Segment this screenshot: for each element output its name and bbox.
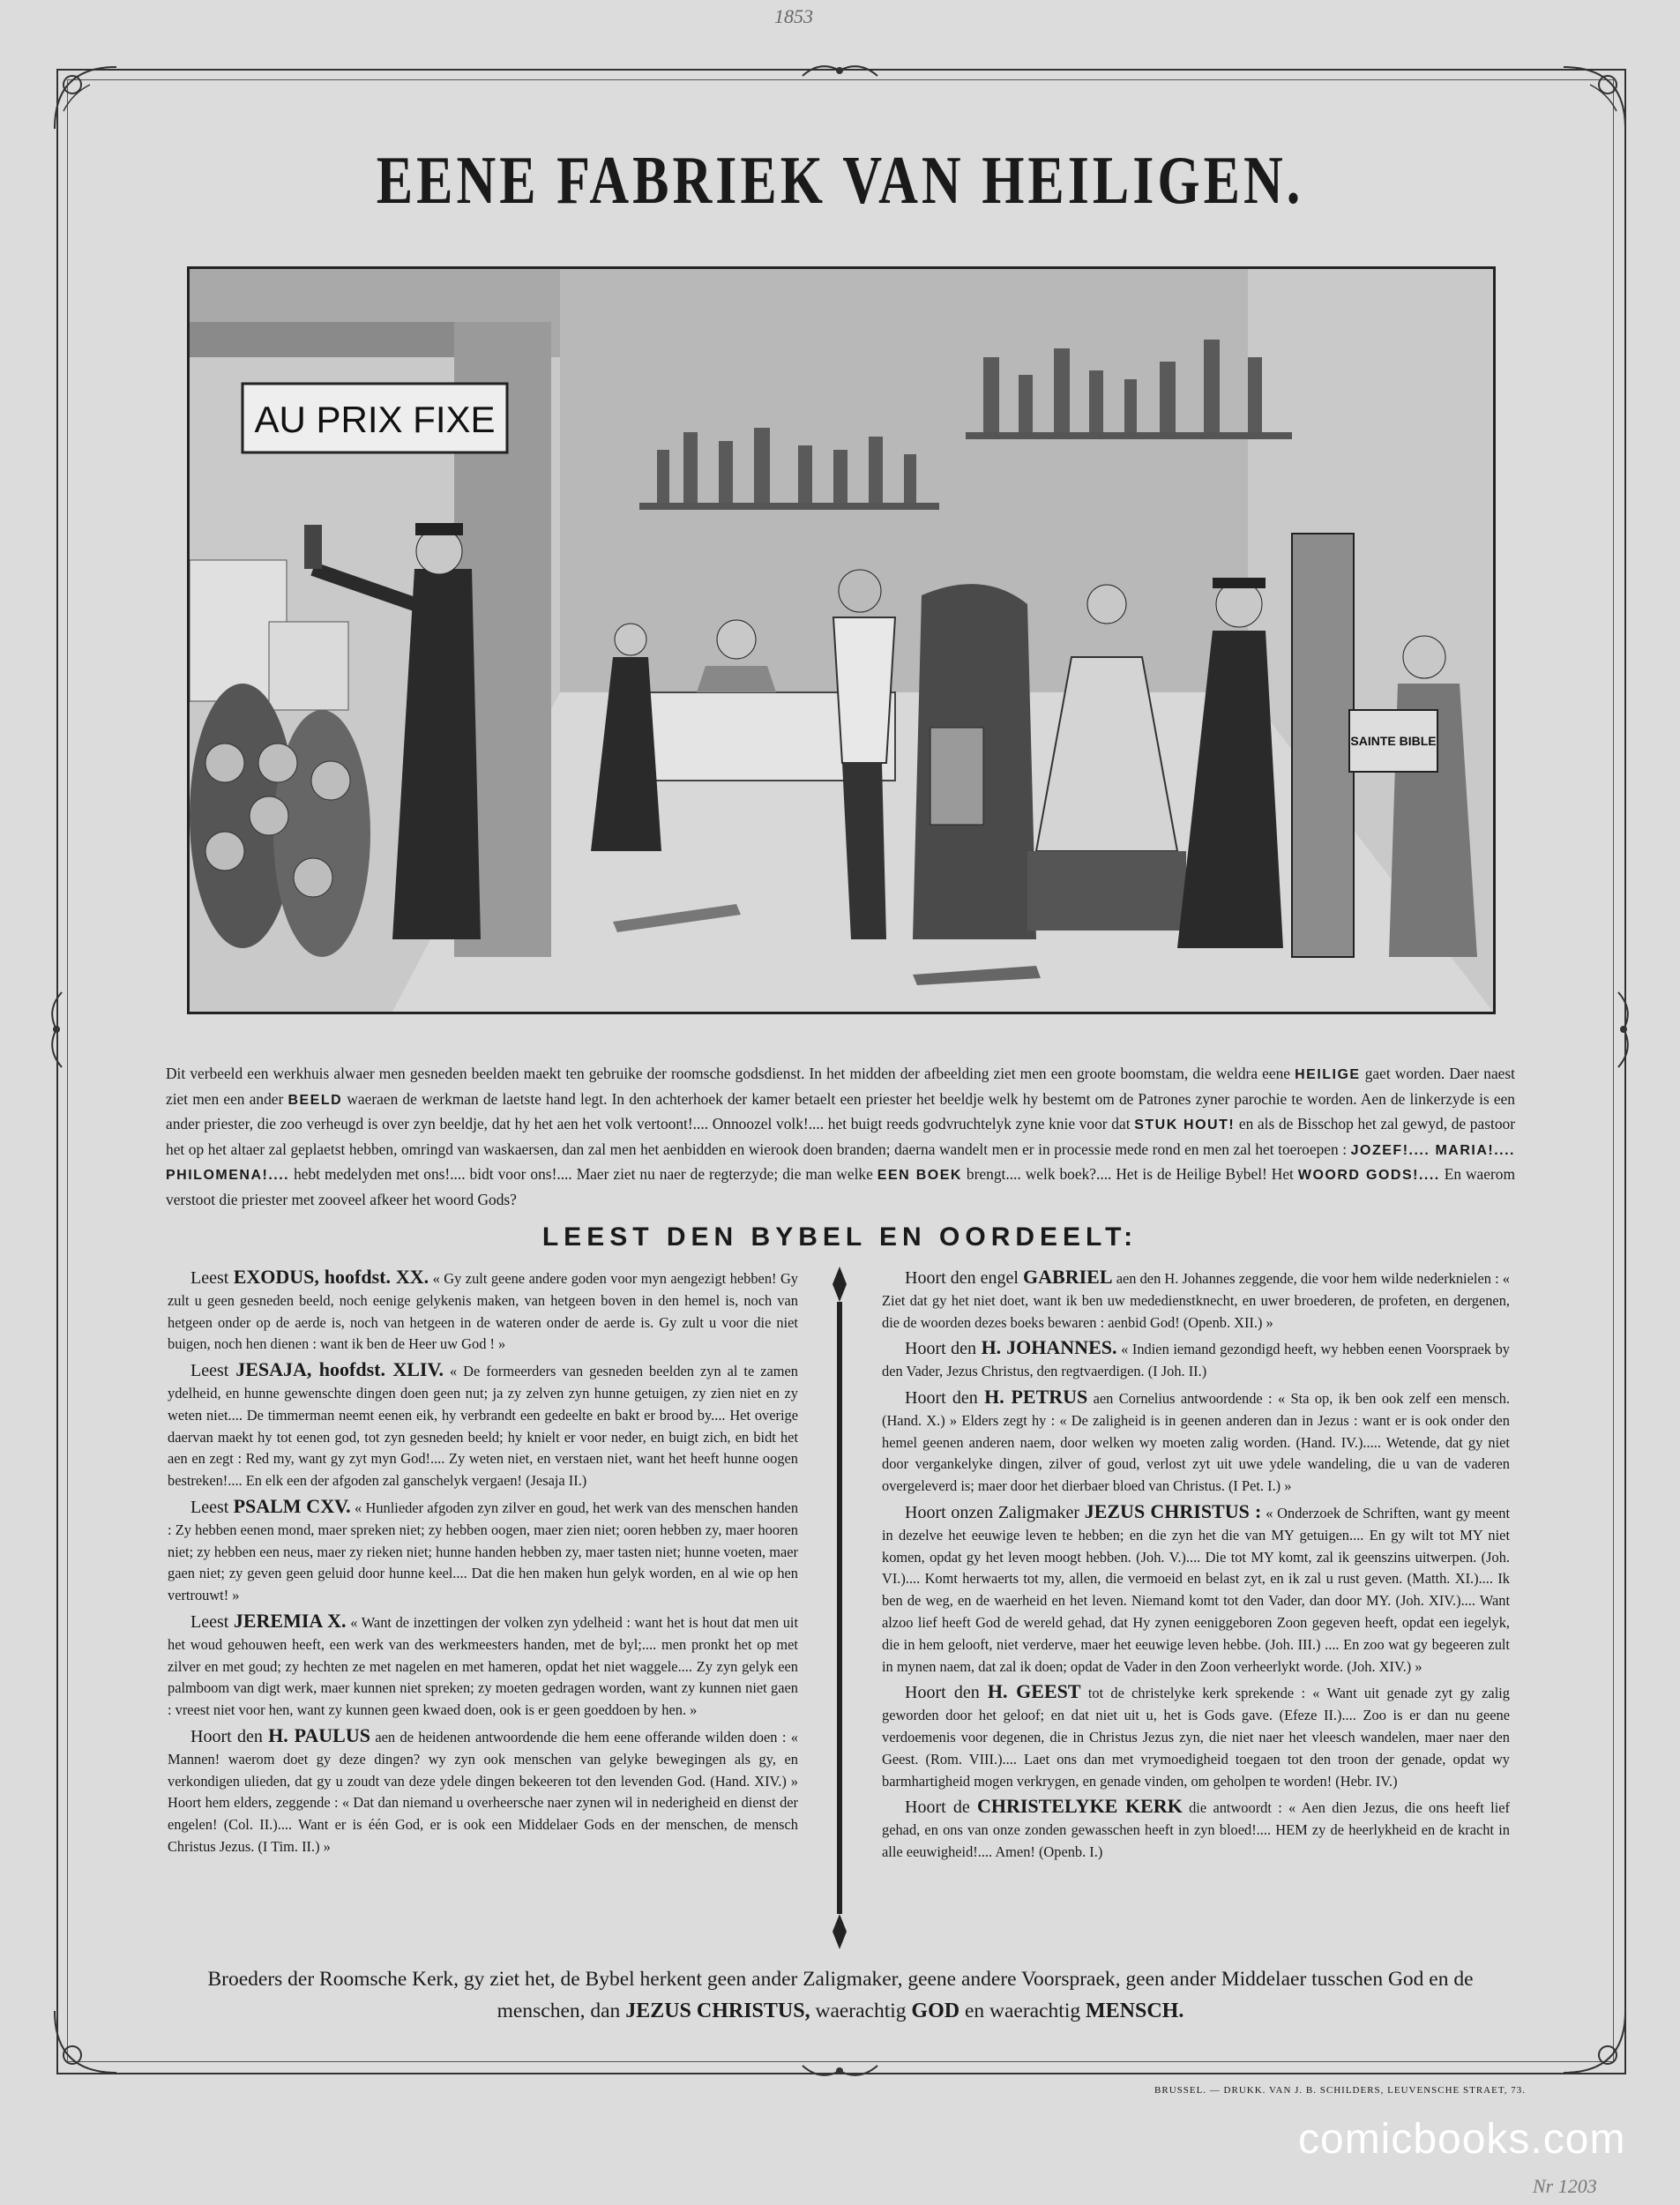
intro-text-5: hebt medelyden met ons!.... bidt voor ons!.... Maer ziet nu naer de regterzyde; die man welke	[289, 1165, 877, 1183]
printer-imprint: BRUSSEL. — DRUKK. VAN J. B. SCHILDERS, LEUVENSCHE STRAET, 73.	[1154, 2085, 1526, 2096]
scripture-paragraph	[882, 1501, 1510, 1678]
left-column	[168, 1267, 798, 1862]
scripture-text: die antwoordt : « Aen dien Jezus, die ons heeft lief gehad, en ons van onze zonden gewasschen heeft in zyn bloed!.... HEM zy de heerlykheid en de kracht in alle eeuwigheid!.... Amen! (Openb. I.)	[882, 1799, 1510, 1860]
scripture-text: aen de heidenen antwoordende die hem eene offerande wilden doen : « Mannen! waerom doet gy deze dingen? wy zyn ook menschen van gelyke bewegingen als gy, en verkondigen ulieden, dat gy u zoudt van deze ydele dingen bekeeren tot den levenden God. (Hand. XIV.) » Hoort hem elders, zeggende : « Dat dan niemand u overheersche naer zynen wil in nederigheid en dienst der engelen! (Col. II.).... Want er is één God, er is ook een Middelaer Gods en der menschen, de mensch Christus Jezus. (I Tim. II.) »	[168, 1728, 798, 1855]
price-sign	[243, 384, 507, 452]
pencil-mark-top: 1853	[774, 5, 813, 27]
intro-text-3: waeraen de werkman de laetste hand legt. In den achterhoek der kamer betaelt een priester het beeldje welk hy bestemt om de Patrones zyner parochie te worden. Aen de linkerzyde is een ander priester, die zoo verheugd is over zyn beeldje, dat hy het aen het volk vertoont!.... Onnoozel volk!.... het buigt reeds godvruchtelyk zyne knie voor dat	[166, 1089, 1516, 1132]
intro-text-4: en als de Bisschop het zal gewyd, de pastoor het op het altaer zal geplaetst hebben, omringd van waskaersen, dan zal men het aenbidden en wierook doen branden; daerna wandelt men er in processie mede rond en men zal het toeroepen :	[166, 1115, 1515, 1158]
paragraph-lead: Hoort den	[905, 1387, 985, 1408]
engraving-scene	[190, 269, 1493, 1012]
intro-text-1: Dit verbeeld een werkhuis alwaer men gesneden beelden maekt ten gebruike der roomsche godsdienst. In het midden der afbeelding ziet men een groote boomstam, die weldra eene	[166, 1065, 1290, 1082]
top-center-ornament	[798, 58, 882, 83]
paragraph-lead: Leest	[190, 1611, 234, 1632]
keyword-heilige: HEILIGE	[1295, 1067, 1361, 1082]
closing-text-1: Broeders der Roomsche Kerk, gy ziet het, de Bybel herkent geen ander Zaligmaker, geene andere Voorspraek, geen ander Middelaer tusschen God en de menschen, dan	[207, 1968, 1474, 2022]
scripture-reference: JEZUS CHRISTUS :	[1084, 1499, 1262, 1522]
paragraph-lead: Hoort den	[905, 1683, 988, 1703]
paragraph-lead: Hoort den engel	[905, 1268, 1024, 1288]
closing-jezus-christus: JEZUS CHRISTUS,	[625, 1999, 810, 2022]
paragraph-lead: Leest	[190, 1268, 234, 1288]
scripture-text: aen Cornelius antwoordende : « Sta op, ik ben ook zelf een mensch. (Hand. X.) » Elders zegt hy : « De zaligheid is in geenen anderen dan in Jezus : want er is ook onder den hemel geenen anderen naem, door welken wy moeten zalig worden. (Hand. IV.)..... Wetende, dat gy niet door vergankelyke dingen, zilver of goud, verlost zyt uit uwe ydele wandeling, die u van de vaderen overgeleverd is; maer door het dierbaer bloed van Christus. (I Pet. I.) »	[882, 1389, 1510, 1495]
scripture-paragraph	[168, 1267, 798, 1356]
scripture-reference: H. GEEST	[987, 1680, 1081, 1703]
paragraph-lead: Hoort den	[905, 1339, 982, 1359]
right-side-ornament	[1611, 988, 1636, 1072]
paragraph-lead: Hoort de	[905, 1798, 977, 1818]
scripture-paragraph	[882, 1796, 1510, 1863]
scripture-text: « Want de inzettingen der volken zyn ydelheid : want het is hout dat men uit het woud gehouwen heeft, een werk van des werkmeesters handen, met de byl;.... men pronkt het op met zilver en met goud; zy hechten ze met nagelen en met hameren, opdat het niet waggele.... Zy zyn gelyk een palmboom van digt werk, maer kunnen niet spreken; zy moeten gedragen worden, want zy kunnen niet gaen : vreest niet voor hen, want zy kunnen geen kwaed doen, ook is er geen goeddoen by hen. »	[168, 1613, 799, 1719]
intro-text-7: En waerom verstoot die priester met zooveel afkeer het woord Gods?	[166, 1165, 1515, 1208]
scripture-reference: H. PAULUS	[268, 1723, 370, 1746]
keyword-een-boek: EEN BOEK	[877, 1168, 962, 1183]
paragraph-lead: Leest	[190, 1497, 234, 1517]
paragraph-lead: Hoort den	[190, 1726, 269, 1746]
workshop-illustration	[187, 266, 1496, 1014]
keyword-woord-gods: WOORD GODS!....	[1297, 1168, 1440, 1183]
scripture-reference: EXODUS, hoofdst. XX.	[233, 1266, 429, 1288]
scripture-paragraph	[168, 1725, 798, 1858]
keyword-stuk-hout: STUK HOUT!	[1134, 1117, 1236, 1132]
scripture-text: « Onderzoek de Schriften, want gy meent in dezelve het eeuwige leven te hebben; en die zyn het die van MY getuigen.... En gy wilt tot MY niet komen, opdat gy het leven moogt hebben. (Joh. V.).... Die tot MY komt, zal ik geenszins uitwerpen. (Joh. VI.).... Komt herwaerts tot my, allen, die vermoeid en belast zyt, en ik zal u rust geven. (Matth. XI.).... Ik ben de weg, en de waerheid en het leven. Niemand komt tot den Vader, dan door MY. (Joh. XIV.).... Want alzoo lief heeft God de wereld gehad, dat Hy zynen eeniggeboren Zoon gegeven heeft, opdat een iegelyk, die in hem gelooft, niet verderve, maer het eeuwige leven hebbe. (Joh. III.) .... En zoo wat gy begeeren zult in mynen naem, dat zal ik doen; opdat de Vader in den Zoon verheerlykt worde. (Joh. XIV.) »	[882, 1504, 1511, 1675]
right-column	[882, 1267, 1510, 1867]
scripture-paragraph	[882, 1267, 1510, 1334]
column-divider	[829, 1267, 850, 1949]
bottom-center-ornament	[798, 2059, 882, 2083]
paragraph-lead: Hoort onzen Zaligmaker	[905, 1502, 1085, 1522]
scripture-paragraph	[168, 1359, 798, 1492]
intro-text-6: brengt.... welk boek?.... Het is de Heilige Bybel! Het	[961, 1165, 1298, 1183]
scripture-text: « Hunlieder afgoden zyn zilver en goud, het werk van des menschen handen : Zy hebben eenen mond, maer spreken niet; zy hebben oogen, maer zien niet; ooren hebben zy, maer hooren niet; zy hebben een neus, maer zy rieken niet; hunne handen hebben zy, maer tasten niet; hunne voeten, maer gaen niet; zy geven geen geluid door hunne keel.... Dat die hen maken hun gelyk worden, en al wie op hen vertrouwt! »	[168, 1499, 799, 1604]
scripture-reference: H. PETRUS	[984, 1385, 1088, 1408]
corner-ornament-top-left	[46, 58, 125, 138]
scripture-paragraph	[882, 1387, 1510, 1498]
corner-ornament-bottom-right	[1555, 2002, 1634, 2082]
keyword-beeld: BEELD	[287, 1092, 343, 1108]
section-heading: LEEST DEN BYBEL EN OORDEELT:	[541, 1222, 1139, 1252]
closing-text-3: en waerachtig	[959, 1999, 1086, 2022]
scripture-reference: CHRISTELYKE KERK	[976, 1795, 1183, 1818]
scripture-paragraph	[882, 1681, 1510, 1792]
pencil-mark-bottom: Nr 1203	[1533, 2175, 1597, 2197]
intro-paragraph	[166, 1062, 1515, 1211]
corner-ornament-top-right	[1555, 58, 1634, 138]
scripture-reference: JEREMIA X.	[233, 1609, 347, 1632]
scripture-reference: PSALM CXV.	[233, 1494, 351, 1517]
scripture-text: aen den H. Johannes zeggende, die voor hem wilde nederknielen : « Ziet dat gy het niet doet, want ik ben uw mededienstknecht, en uwer broederen, de profeten, en dergenen, die de woorden dezes boeks bewaren : aenbid God! (Openb. XII.) »	[882, 1270, 1510, 1331]
closing-statement	[166, 1963, 1515, 2027]
scripture-text: « De formeerders van gesneden beelden zyn al te zamen ydelheid, en hunne gewenschte dingen doen geen nut; ja zy zelven zyn hunne getuigen, zy zien niet en zy weten niet.... De timmerman neemt eenen eik, hy verbrandt een gedeelte en bakt er brood by.... Het overige daervan maekt hy tot eenen god, tot zyn gesneden beeld; hy knielt er voor neder, en buigt zich, en bidt het aen en zegt : Red my, want gy zyt myn God!.... Zy weten niet, en verstaen niet, want het heeft hunne oogen bestreken!.... En elk een der afgoden zal ganschelyk vergaen! (Jesaja II.)	[168, 1363, 799, 1490]
keyword-saints: JOZEF!.... MARIA!.... PHILOMENA!....	[166, 1142, 1515, 1183]
scripture-text: tot de christelyke kerk sprekende : « Want uit genade zyt gy zalig geworden door het geloof; en dat niet uit u, het is Gods gave. (Efeze II.).... Zoo is er dan nu geene verdoemenis voor degenen, die in Christus Jezus zyn, die niet naer het vleesch wandelen, maer naer den Geest. (Rom. VIII.).... Laet ons dan met vrymoedigheid toegaen tot den troon der genade, opdat wy barmhartigheid mogen verkrygen, en genade vinden, om geholpen te worden! (Hebr. IV.)	[882, 1685, 1510, 1790]
scripture-reference: GABRIEL	[1023, 1266, 1113, 1288]
scripture-reference: JESAJA, hoofdst. XLIV.	[235, 1358, 444, 1381]
closing-mensch: MENSCH.	[1085, 1999, 1184, 2022]
intro-text-2: gaet worden. Daer naest ziet men een ander	[166, 1065, 1515, 1108]
page-title: EENE FABRIEK VAN HEILIGEN.	[376, 143, 1304, 219]
scripture-paragraph	[882, 1337, 1510, 1383]
book-label: SAINTE BIBLE	[1350, 734, 1437, 748]
scripture-reference: H. JOHANNES.	[981, 1336, 1117, 1359]
corner-ornament-bottom-left	[46, 2002, 125, 2082]
closing-god: GOD	[911, 1999, 960, 2022]
scripture-text: « Indien iemand gezondigd heeft, wy hebben eenen Voorspraek by den Vader, Jezus Christus, den regtvaerdigen. (I Joh. II.)	[882, 1341, 1510, 1380]
scripture-paragraph	[168, 1496, 798, 1607]
scripture-paragraph	[168, 1611, 798, 1722]
scripture-text: « Gy zult geene andere goden voor myn aengezigt hebben! Gy zult u geen gesneden beeld, noch eenige gelykenis maken, van hetgeen boven in den hemel is, noch van hetgeen onder op de aerde is, noch van hetgeen in de wateren onder de aerde is. Gy zult u voor die niet buigen, noch hen dienen : want ik ben de Heer uw God ! »	[168, 1270, 798, 1353]
left-side-ornament	[44, 988, 69, 1072]
sign-text: AU PRIX FIXE	[254, 399, 496, 440]
site-watermark: comicbooks.com	[1298, 2116, 1626, 2163]
paragraph-lead: Leest	[190, 1361, 236, 1381]
closing-text-2: waerachtig	[810, 1999, 912, 2022]
